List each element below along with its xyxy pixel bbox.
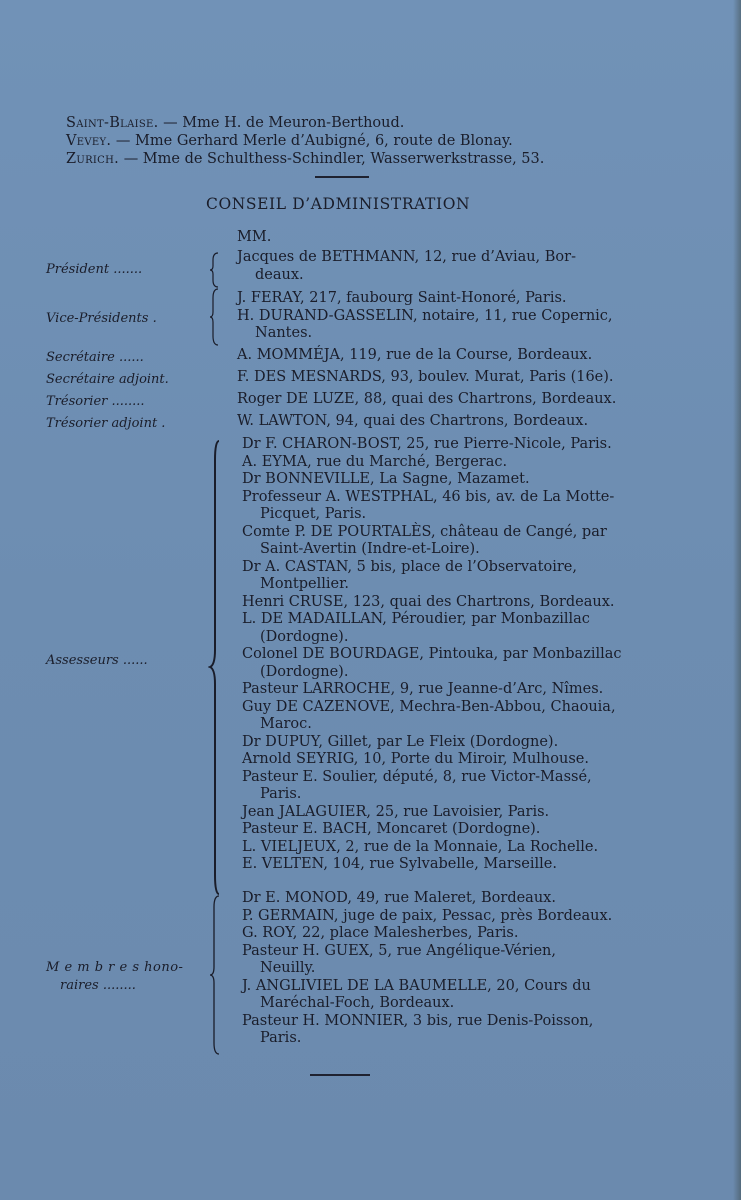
role-membres-honoraires-1: M e m b r e s hono-	[46, 960, 184, 975]
entry-line: L. VIELJEUX, 2, rue de la Monnaie, La Rochelle.	[242, 838, 599, 855]
entry-line: Jean JALAGUIER, 25, rue Lavoisier, Paris.	[242, 803, 550, 820]
role-secretaire: Secrétaire ......	[46, 350, 144, 365]
entry-line: Henri CRUSE, 123, quai des Chartrons, Bordeaux.	[242, 593, 615, 610]
page-edge-shadow	[733, 0, 741, 1200]
entry-line: Pasteur LARROCHE, 9, rue Jeanne-d’Arc, Nîmes.	[242, 681, 604, 697]
member-entry	[242, 611, 642, 646]
role-membres-honoraires-2: raires ........	[60, 978, 136, 993]
entry-line: Jacques de BETHMANN, 12, rue d’Aviau, Bor-	[237, 249, 576, 265]
entry-tresorier: Roger DE LUZE, 88, quai des Chartrons, Bordeaux.	[237, 391, 617, 407]
entry-line: Saint-Avertin (Indre-et-Loire).	[260, 541, 480, 557]
entry-line: Montpellier.	[260, 576, 350, 592]
member-entry	[242, 489, 642, 524]
city-name: Zurich.	[66, 151, 120, 167]
city-line	[66, 114, 666, 132]
entry-secretaire: A. MOMMÉJA, 119, rue de la Course, Bordeaux.	[237, 347, 593, 363]
entry-line: Maroc.	[260, 716, 312, 732]
member-entry	[242, 769, 642, 804]
brace-membres-honoraires	[208, 895, 222, 1055]
entry-line: Comte P. DE POURTALÈS, château de Cangé, par	[242, 523, 607, 540]
member-entry	[242, 454, 642, 472]
member-entry	[242, 524, 642, 559]
entry-line: Guy DE CAZENOVE, Mechra-Ben-Abbou, Chaouia,	[242, 698, 616, 715]
member-entry	[242, 1013, 642, 1048]
role-tresorier-adjoint: Trésorier adjoint .	[46, 416, 166, 431]
entry-line: (Dordogne).	[260, 628, 349, 645]
role-assesseurs: Assesseurs ......	[46, 653, 148, 668]
entry-line: Dr E. MONOD, 49, rue Maleret, Bordeaux.	[242, 890, 556, 906]
entry-line: Picquet, Paris.	[260, 506, 367, 522]
city-line	[66, 150, 666, 168]
role-secretaire-adjoint: Secrétaire adjoint.	[46, 372, 169, 387]
divider-top	[315, 176, 369, 178]
entry-line: Neuilly.	[260, 960, 316, 976]
entries-membres-honoraires	[242, 890, 642, 1048]
entry-line: P. GERMAIN, juge de paix, Pessac, près Bordeaux.	[242, 907, 613, 924]
member-entry	[242, 908, 642, 926]
city-name: Vevey.	[66, 133, 112, 149]
city-contact: — Mme de Schulthess-Schindler, Wasserwerkstrasse, 53.	[123, 151, 545, 167]
entry-line: Dr A. CASTAN, 5 bis, place de l’Observatoire,	[242, 558, 577, 575]
member-entry	[242, 751, 642, 769]
brace-assesseurs	[208, 440, 222, 895]
entry-line: H. DURAND-GASSELIN, notaire, 11, rue Copernic,	[237, 307, 613, 324]
brace-vice-presidents	[208, 288, 222, 346]
entry-line: Maréchal-Foch, Bordeaux.	[260, 995, 455, 1011]
entry-line: deaux.	[255, 266, 304, 283]
member-entry	[242, 890, 642, 908]
entry-line: L. DE MADAILLAN, Péroudier, par Monbazillac	[242, 611, 590, 627]
member-entry	[242, 471, 642, 489]
entry-line: Pasteur E. BACH, Moncaret (Dordogne).	[242, 821, 541, 837]
entry-president	[237, 249, 637, 284]
member-entry	[242, 804, 642, 822]
member-entry	[242, 734, 642, 752]
member-entry	[242, 978, 642, 1013]
entry-line: Dr F. CHARON-BOST, 25, rue Pierre-Nicole, Paris.	[242, 436, 612, 452]
entry-line: Pasteur H. MONNIER, 3 bis, rue Denis-Poisson,	[242, 1012, 594, 1029]
entry-line: Pasteur H. GUEX, 5, rue Angélique-Vérien,	[242, 942, 556, 959]
city-line	[66, 132, 666, 150]
entry-line: Paris.	[260, 786, 302, 802]
mm-label: MM.	[237, 229, 272, 245]
brace-president	[208, 252, 222, 288]
entry-line: G. ROY, 22, place Malesherbes, Paris.	[242, 925, 519, 941]
member-entry	[242, 856, 642, 874]
city-name: Saint-Blaise.	[66, 115, 159, 131]
entry-line: (Dordogne).	[260, 663, 349, 680]
entry-line: Colonel DE BOURDAGE, Pintouka, par Monbazillac	[242, 646, 622, 662]
role-vice-presidents: Vice-Présidents .	[46, 311, 157, 326]
city-contact: — Mme H. de Meuron-Berthoud.	[163, 115, 405, 131]
divider-bottom	[310, 1074, 370, 1076]
entry-line: Arnold SEYRIG, 10, Porte du Miroir, Mulhouse.	[242, 751, 589, 767]
entry-line: Nantes.	[255, 325, 313, 341]
entry-line: Pasteur E. Soulier, député, 8, rue Victor-Massé,	[242, 768, 592, 785]
city-contact: — Mme Gerhard Merle d’Aubigné, 6, route de Blonay.	[115, 133, 513, 149]
entry-line: Professeur A. WESTPHAL, 46 bis, av. de La Motte-	[242, 488, 615, 505]
role-president: Président .......	[46, 262, 143, 277]
entry-line: Paris.	[260, 1030, 302, 1046]
member-entry	[242, 436, 642, 454]
entry-line: J. FERAY, 217, faubourg Saint-Honoré, Paris.	[237, 290, 567, 306]
entry-line: Dr BONNEVILLE, La Sagne, Mazamet.	[242, 471, 530, 487]
member-entry	[242, 594, 642, 612]
entry-line: E. VELTEN, 104, rue Sylvabelle, Marseille.	[242, 856, 557, 872]
member-entry	[242, 925, 642, 943]
role-tresorier: Trésorier ........	[46, 394, 145, 409]
entry-line: A. EYMA, rue du Marché, Bergerac.	[242, 453, 508, 470]
entry-vice-presidents	[237, 290, 637, 343]
city-list	[66, 114, 666, 168]
entries-assesseurs	[242, 436, 642, 874]
member-entry	[242, 699, 642, 734]
member-entry	[242, 681, 642, 699]
entry-tresorier-adjoint: W. LAWTON, 94, quai des Chartrons, Bordeaux.	[237, 413, 589, 429]
member-entry	[242, 943, 642, 978]
member-entry	[242, 559, 642, 594]
member-entry	[242, 821, 642, 839]
member-entry	[242, 839, 642, 857]
entry-line: Dr DUPUY, Gillet, par Le Fleix (Dordogne).	[242, 733, 559, 750]
entry-line: J. ANGLIVIEL DE LA BAUMELLE, 20, Cours du	[242, 977, 591, 994]
entry-secretaire-adjoint: F. DES MESNARDS, 93, boulev. Murat, Paris (16e).	[237, 369, 614, 385]
section-heading: CONSEIL D’ADMINISTRATION	[206, 195, 471, 213]
member-entry	[242, 646, 642, 681]
